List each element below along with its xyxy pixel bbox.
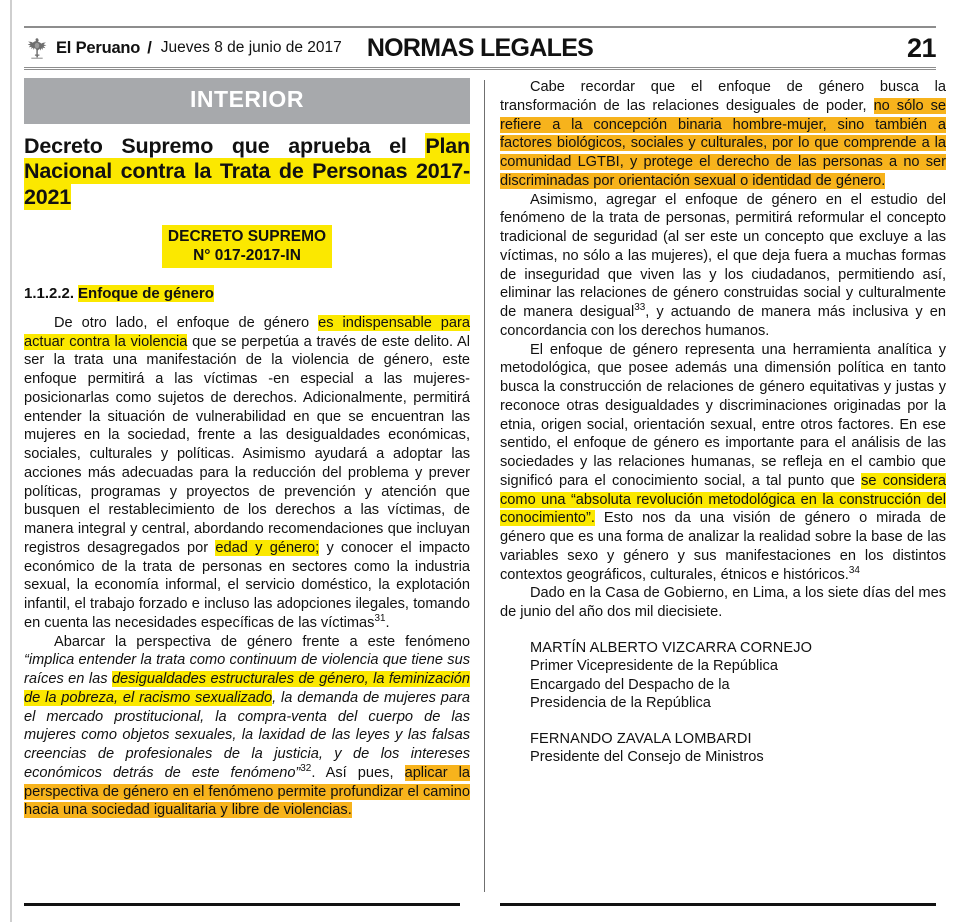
right-column — [500, 78, 946, 767]
signatory-1-role-1: Primer Vicepresidente de la República — [530, 658, 778, 675]
masthead-separator: / — [147, 38, 152, 57]
decree-number-line-1: DECRETO SUPREMO — [167, 227, 327, 245]
page-number: 21 — [906, 32, 936, 63]
publication-brand — [24, 35, 342, 61]
decree-number-block — [24, 225, 470, 268]
subsection-number: 1.1.2.2. — [24, 284, 75, 302]
lp2-highlight-amber-1: aplicar la perspectiva de género en el fenómeno permite profundizar el camino hacia una sociedad igualitaria y libre de violencias. — [24, 764, 470, 819]
rp2-footnote-33: 33 — [634, 302, 646, 314]
right-column-bottom-rule — [500, 903, 936, 906]
rp3-part-2: Esto nos da una visión de género o mirada de género que es una forma de analizar la realidad sobre la base de las variables sexo y género y sus manifestaciones en los distintos contextos geográficos, culturales, étnicos e históricos. — [500, 510, 946, 583]
lp1-part-1: De otro lado, el enfoque de género — [54, 314, 319, 331]
rp3-footnote-34: 34 — [848, 564, 860, 576]
rp2-part-2: , y actuando de manera más inclusiva y en concordancia con los derechos humanos. — [500, 304, 946, 339]
lp1-part-4: . — [385, 614, 390, 631]
lp2-part-1: Abarcar la perspectiva de género frente a este fenómeno — [54, 633, 470, 650]
right-paragraph-3 — [500, 341, 946, 585]
lp1-highlight-2: edad y género; — [215, 539, 320, 556]
page-left-edge-strip — [10, 0, 12, 922]
decree-title-plain: Decreto Supremo que aprueba el — [24, 133, 426, 158]
lp1-footnote-31: 31 — [374, 613, 386, 625]
decree-number-highlight — [162, 225, 332, 268]
rp1-highlight-amber-1: no sólo se refiere a la concepción binaria hombre-mujer, sino también a factores biológicos, sociales y culturales, por lo que comprende a la comunidad LGTBI, y protege el derecho de las personas a no ser discriminadas por orientación sexual o identidad de género. — [500, 97, 946, 189]
rp3-highlight-1: se considera como una “absoluta revolución metodológica en la construcción del conocimiento”. — [500, 472, 946, 527]
left-paragraph-2 — [24, 633, 470, 821]
lp1-part-3: y conocer el impacto económico de la trata de personas en sectores como la industria sexual, la economía informal, el servicio doméstico, la explotación infantil, el trabajo forzado e incluso las adopciones ilegales, tomando en cuenta las necesidades específicas de las víctimas — [24, 539, 470, 631]
right-paragraph-1 — [500, 78, 946, 191]
lp2-part-2: . Así pues, — [311, 764, 405, 781]
rp1-part-1: Cabe recordar que el enfoque de género busca la transformación de las relaciones desiguales de poder, — [500, 79, 946, 114]
subsection-heading — [24, 284, 470, 303]
signatory-1-role-3: Presidencia de la República — [530, 695, 711, 712]
lp2-italic-2: , la demanda de mujeres para el mercado prostitucional, la compra-venta del cuerpo de las mujeres como objetos sexuales, la laxidad de las leyes y las falsas creencias de profesionales de la justicia, y de los intereses económicos detrás de este fenómeno” — [24, 689, 470, 781]
section-banner-interior: INTERIOR — [24, 78, 470, 124]
left-paragraph-1 — [24, 314, 470, 633]
column-divider — [484, 80, 485, 892]
peru-coat-of-arms-icon — [24, 35, 50, 61]
left-column — [24, 78, 470, 820]
signature-block-2 — [500, 730, 946, 767]
signatory-1-name: MARTÍN ALBERTO VIZCARRA CORNEJO — [530, 639, 813, 656]
normas-legales-title: NORMAS LEGALES — [366, 33, 594, 62]
rp2-part-1: Asimismo, agregar el enfoque de género en el estudio del fenómeno de la trata de personas, permitirá reformular el concepto tradicional de seguridad (al ser este un concepto que excluye a las víctimas, no sólo a las mujeres), el que deja fuera a muchas formas de inseguridad que viven las y los ciudadanos, permitiendo así, eliminar las relaciones de género construidas social y culturalmente de manera desigual — [500, 191, 946, 320]
right-paragraph-2 — [500, 191, 946, 341]
closing-statement: Dado en la Casa de Gobierno, en Lima, a los siete días del mes de junio del año dos mil diecisiete. — [500, 585, 946, 620]
lp1-part-2: que se perpetúa a través de este delito. Al ser la trata una manifestación de la violencia de género, este enfoque permitirá a las víctimas -en especial a las mujeres- posicionarlas como sujetos de derechos. Adicionalmente, permitirá entender la situación de vulnerabilidad en que se encuentran las mujeres en la sociedad, frente a las desigualdades económicas, sociales, culturales y políticas. Asimismo ayudará a adoptar las acciones más adecuadas para la reducción del problema y prever políticas, programas y proyectos de prevención y atención que busquen el restablecimiento de los derechos a las víctimas, de manera integral y central, abordando recomendaciones que incluyan registros desagregados por — [24, 333, 470, 556]
signatory-1-role-2: Encargado del Despacho de la — [530, 676, 730, 693]
publication-name: El Peruano — [56, 38, 141, 57]
decree-title — [24, 134, 470, 211]
lp2-footnote-32: 32 — [300, 763, 312, 775]
decree-number-line-2: N° 017-2017-IN — [193, 247, 301, 265]
rp3-part-1: El enfoque de género representa una herramienta analítica y metodológica, que posee además una dimensión política en tanto busca la construcción de relaciones de género equitativas y justas y reconoce otras desigualdades y discriminaciones originadas por la etnia, origen social, orientación sexual, entre otros factores. En ese sentido, el enfoque de género es importante para el análisis de las sociedades y las relaciones humanas, se refleja en el cambio que significó para el conocimiento social, a tal punto que — [500, 341, 946, 489]
decree-title-highlight: Plan Nacional contra la Trata de Personas 2017-2021 — [24, 133, 470, 210]
lp1-highlight-1: es indispensable para actuar contra la violencia — [24, 314, 471, 350]
subsection-title-highlight: Enfoque de género — [78, 284, 214, 302]
masthead-rule-bottom — [24, 67, 936, 70]
lp2-italic-1: “implica entender la trata como continuum de violencia que tiene sus raíces en las — [24, 652, 470, 688]
signatory-2-name: FERNANDO ZAVALA LOMBARDI — [530, 730, 752, 747]
left-column-bottom-rule — [24, 903, 460, 906]
signatory-2-role-1: Presidente del Consejo de Ministros — [530, 749, 764, 766]
lp2-italic-highlight-1: desigualdades estructurales de género, la feminización de la pobreza, el racismo sexualizado — [24, 671, 470, 706]
masthead — [24, 28, 936, 68]
publication-date: Jueves 8 de junio de 2017 — [160, 39, 342, 56]
signature-block-1 — [500, 639, 946, 713]
